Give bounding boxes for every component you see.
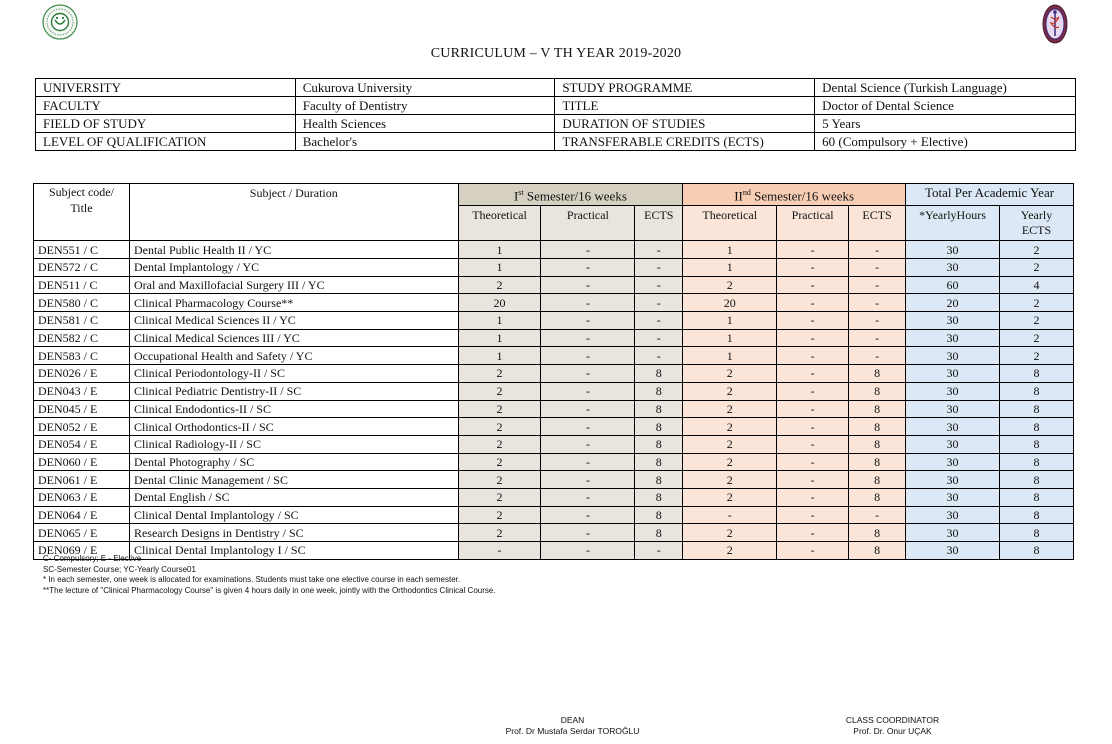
sem2-theoretical: 2 <box>683 488 777 506</box>
subject-name: Clinical Dental Implantology I / SC <box>129 542 458 560</box>
yearly-hours: 30 <box>906 488 1000 506</box>
subject-code: DEN060 / E <box>34 453 130 471</box>
table-row <box>34 453 1074 471</box>
sem2-practical: - <box>777 329 849 347</box>
table-row <box>34 312 1074 330</box>
sem1-ects: 8 <box>635 382 683 400</box>
sem1-practical: - <box>541 312 635 330</box>
sem1-theoretical: 2 <box>458 418 541 436</box>
yearly-ects: 4 <box>999 276 1073 294</box>
sem2-theoretical: 2 <box>683 418 777 436</box>
sem2-practical: - <box>777 435 849 453</box>
sem1-ects: 8 <box>635 506 683 524</box>
subject-code: DEN580 / C <box>34 294 130 312</box>
table-row <box>34 382 1074 400</box>
table-row <box>34 276 1074 294</box>
header-semester-1-suffix: st <box>518 188 524 197</box>
sem2-theoretical: 20 <box>683 294 777 312</box>
subject-code: DEN511 / C <box>34 276 130 294</box>
sem2-practical: - <box>777 276 849 294</box>
yearly-ects: 2 <box>999 312 1073 330</box>
header-total-academic-year: Total Per Academic Year <box>906 184 1074 206</box>
yearly-hours: 30 <box>906 542 1000 560</box>
sem1-ects: - <box>635 347 683 365</box>
sem1-ects: 8 <box>635 400 683 418</box>
subject-name: Dental English / SC <box>129 488 458 506</box>
subject-code: DEN551 / C <box>34 241 130 259</box>
sem1-practical: - <box>541 294 635 312</box>
sem2-ects: - <box>849 506 906 524</box>
subject-name: Clinical Periodontology-II / SC <box>129 365 458 383</box>
sem1-ects: - <box>635 241 683 259</box>
subject-code: DEN043 / E <box>34 382 130 400</box>
sem1-theoretical: 2 <box>458 506 541 524</box>
sem2-practical: - <box>777 506 849 524</box>
sem1-practical: - <box>541 435 635 453</box>
header-semester-1-numeral: I <box>513 188 519 204</box>
subject-code: DEN061 / E <box>34 471 130 489</box>
sem2-theoretical: 1 <box>683 259 777 277</box>
yearly-hours: 30 <box>906 365 1000 383</box>
sem2-theoretical: 2 <box>683 471 777 489</box>
footnote: SC-Semester Course; YC-Yearly Course01 <box>43 564 196 574</box>
header-subject-duration-text: Subject / Duration <box>249 186 338 200</box>
sem1-theoretical: 1 <box>458 312 541 330</box>
yearly-ects: 8 <box>999 471 1073 489</box>
subject-code: DEN582 / C <box>34 329 130 347</box>
sem1-ects: - <box>635 312 683 330</box>
subject-name: Dental Public Health II / YC <box>129 241 458 259</box>
yearly-hours: 30 <box>906 453 1000 471</box>
table-row <box>34 488 1074 506</box>
yearly-hours: 30 <box>906 400 1000 418</box>
sem2-theoretical: 2 <box>683 365 777 383</box>
yearly-hours: 30 <box>906 329 1000 347</box>
subject-name: Research Designs in Dentistry / SC <box>129 524 458 542</box>
sem1-ects: - <box>635 276 683 294</box>
header-subject-code <box>34 184 130 241</box>
subject-name: Oral and Maxillofacial Surgery III / YC <box>129 276 458 294</box>
subject-code: DEN026 / E <box>34 365 130 383</box>
yearly-ects: 2 <box>999 259 1073 277</box>
subject-name: Occupational Health and Safety / YC <box>129 347 458 365</box>
sem1-practical: - <box>541 506 635 524</box>
sem2-ects: 8 <box>849 524 906 542</box>
yearly-hours: 30 <box>906 241 1000 259</box>
yearly-ects: 2 <box>999 294 1073 312</box>
info-label: LEVEL OF QUALIFICATION <box>36 133 296 151</box>
sem2-practical: - <box>777 294 849 312</box>
sem2-ects: 8 <box>849 365 906 383</box>
sem1-practical: - <box>541 259 635 277</box>
subject-code: DEN063 / E <box>34 488 130 506</box>
sem2-practical: - <box>777 471 849 489</box>
subject-name: Clinical Pediatric Dentistry-II / SC <box>129 382 458 400</box>
sem2-practical: - <box>777 365 849 383</box>
table-row <box>34 259 1074 277</box>
subject-name: Clinical Pharmacology Course** <box>129 294 458 312</box>
header-semester-2-label: Semester/16 weeks <box>750 188 855 204</box>
info-value: Faculty of Dentistry <box>295 97 555 115</box>
sem2-ects: - <box>849 294 906 312</box>
info-label: DURATION OF STUDIES <box>555 115 815 133</box>
sem2-ects: 8 <box>849 418 906 436</box>
subject-name: Clinical Orthodontics-II / SC <box>129 418 458 436</box>
header-semester-2-numeral: II <box>734 188 743 204</box>
sem1-theoretical: 20 <box>458 294 541 312</box>
yearly-ects: 2 <box>999 329 1073 347</box>
header-semester-2 <box>683 184 906 206</box>
subject-code: DEN065 / E <box>34 524 130 542</box>
info-value: Health Sciences <box>295 115 555 133</box>
sem1-theoretical: 2 <box>458 453 541 471</box>
sem2-practical: - <box>777 488 849 506</box>
sem2-ects: 8 <box>849 453 906 471</box>
info-value: Bachelor's <box>295 133 555 151</box>
yearly-ects: 8 <box>999 488 1073 506</box>
header-sem2-practical: Practical <box>777 206 849 241</box>
sem2-ects: - <box>849 259 906 277</box>
yearly-hours: 30 <box>906 506 1000 524</box>
info-label: FACULTY <box>36 97 296 115</box>
yearly-ects: 8 <box>999 400 1073 418</box>
info-row <box>36 115 1076 133</box>
yearly-hours: 30 <box>906 382 1000 400</box>
sem2-practical: - <box>777 453 849 471</box>
sem2-theoretical: 2 <box>683 400 777 418</box>
dean-role: DEAN <box>560 715 585 725</box>
info-value: 60 (Compulsory + Elective) <box>815 133 1076 151</box>
subject-name: Clinical Medical Sciences III / YC <box>129 329 458 347</box>
subject-code: DEN052 / E <box>34 418 130 436</box>
header-semester-1-label: Semester/16 weeks <box>523 188 627 204</box>
sem1-practical: - <box>541 329 635 347</box>
sem2-ects: - <box>849 241 906 259</box>
table-row <box>34 347 1074 365</box>
info-label: TRANSFERABLE CREDITS (ECTS) <box>555 133 815 151</box>
sem2-practical: - <box>777 312 849 330</box>
header-sem2-ects: ECTS <box>849 206 906 241</box>
sem1-ects: 8 <box>635 488 683 506</box>
sem1-practical: - <box>541 276 635 294</box>
header-subject-code-text: Subject code/ Title <box>48 185 114 215</box>
header-sem1-theoretical: Theoretical <box>458 206 541 241</box>
subject-code: DEN054 / E <box>34 435 130 453</box>
table-row <box>34 418 1074 436</box>
yearly-ects: 8 <box>999 382 1073 400</box>
sem1-practical: - <box>541 471 635 489</box>
sem2-practical: - <box>777 542 849 560</box>
sem2-practical: - <box>777 400 849 418</box>
sem2-theoretical: 2 <box>683 276 777 294</box>
sem2-practical: - <box>777 347 849 365</box>
programme-info-table <box>35 78 1076 151</box>
yearly-hours: 60 <box>906 276 1000 294</box>
sem2-theoretical: 1 <box>683 329 777 347</box>
sem2-ects: 8 <box>849 382 906 400</box>
sem1-theoretical: 1 <box>458 347 541 365</box>
yearly-hours: 30 <box>906 312 1000 330</box>
sem1-theoretical: 1 <box>458 329 541 347</box>
sem2-ects: - <box>849 329 906 347</box>
info-label: UNIVERSITY <box>36 79 296 97</box>
sem2-ects: 8 <box>849 400 906 418</box>
sem1-theoretical: 2 <box>458 471 541 489</box>
header-sem1-practical: Practical <box>541 206 635 241</box>
sem2-theoretical: - <box>683 506 777 524</box>
table-row <box>34 471 1074 489</box>
subject-code: DEN583 / C <box>34 347 130 365</box>
sem1-practical: - <box>541 347 635 365</box>
sem1-ects: 8 <box>635 365 683 383</box>
faculty-emblem-icon <box>1042 4 1068 44</box>
sem1-theoretical: 2 <box>458 488 541 506</box>
info-value: 5 Years <box>815 115 1076 133</box>
yearly-ects: 8 <box>999 435 1073 453</box>
coordinator-name: Prof. Dr. Onur UÇAK <box>853 726 932 736</box>
yearly-ects: 2 <box>999 347 1073 365</box>
subject-name: Clinical Endodontics-II / SC <box>129 400 458 418</box>
sem2-theoretical: 2 <box>683 524 777 542</box>
sem2-practical: - <box>777 382 849 400</box>
table-row <box>34 400 1074 418</box>
table-row <box>34 329 1074 347</box>
yearly-ects: 8 <box>999 365 1073 383</box>
info-label: TITLE <box>555 97 815 115</box>
sem2-ects: 8 <box>849 488 906 506</box>
sem2-ects: - <box>849 312 906 330</box>
sem1-ects: - <box>635 294 683 312</box>
footnotes <box>43 554 496 596</box>
sem1-theoretical: 1 <box>458 259 541 277</box>
info-value: Doctor of Dental Science <box>815 97 1076 115</box>
subject-code: DEN064 / E <box>34 506 130 524</box>
info-row <box>36 79 1076 97</box>
table-row <box>34 524 1074 542</box>
sem1-ects: - <box>635 542 683 560</box>
yearly-hours: 20 <box>906 294 1000 312</box>
sem1-practical: - <box>541 241 635 259</box>
table-row <box>34 365 1074 383</box>
sem2-ects: 8 <box>849 542 906 560</box>
coordinator-role: CLASS COORDINATOR <box>845 715 940 725</box>
yearly-hours: 30 <box>906 418 1000 436</box>
sem2-ects: 8 <box>849 435 906 453</box>
sem2-theoretical: 2 <box>683 435 777 453</box>
sem2-practical: - <box>777 524 849 542</box>
header-sem1-ects: ECTS <box>635 206 683 241</box>
info-value: Dental Science (Turkish Language) <box>815 79 1076 97</box>
sem1-theoretical: 2 <box>458 524 541 542</box>
info-row <box>36 97 1076 115</box>
sem1-theoretical: 2 <box>458 276 541 294</box>
sem1-ects: 8 <box>635 435 683 453</box>
sem2-ects: - <box>849 276 906 294</box>
info-label: STUDY PROGRAMME <box>555 79 815 97</box>
sem1-practical: - <box>541 488 635 506</box>
sem1-theoretical: 2 <box>458 435 541 453</box>
table-row <box>34 241 1074 259</box>
sem2-practical: - <box>777 418 849 436</box>
header-yearly-ects-text: Yearly ECTS <box>1020 208 1053 238</box>
info-label: FIELD OF STUDY <box>36 115 296 133</box>
sem2-theoretical: 2 <box>683 382 777 400</box>
subject-name: Dental Implantology / YC <box>129 259 458 277</box>
sem1-ects: - <box>635 259 683 277</box>
subject-code: DEN581 / C <box>34 312 130 330</box>
coordinator-signature-block <box>830 715 955 737</box>
yearly-hours: 30 <box>906 471 1000 489</box>
header-semester-2-suffix: nd <box>742 188 751 197</box>
sem2-ects: - <box>849 347 906 365</box>
info-row <box>36 133 1076 151</box>
sem1-practical: - <box>541 453 635 471</box>
yearly-ects: 8 <box>999 418 1073 436</box>
subject-code: DEN045 / E <box>34 400 130 418</box>
sem1-ects: 8 <box>635 418 683 436</box>
yearly-hours: 30 <box>906 524 1000 542</box>
sem1-theoretical: 2 <box>458 365 541 383</box>
sem2-practical: - <box>777 259 849 277</box>
sem2-theoretical: 1 <box>683 312 777 330</box>
sem1-theoretical: 1 <box>458 241 541 259</box>
header-yearly-hours: *YearlyHours <box>906 206 1000 241</box>
sem1-ects: 8 <box>635 524 683 542</box>
subject-name: Dental Photography / SC <box>129 453 458 471</box>
university-seal-icon <box>42 4 78 40</box>
yearly-hours: 30 <box>906 435 1000 453</box>
dean-signature-block <box>490 715 655 737</box>
sem1-theoretical: - <box>458 542 541 560</box>
subject-name: Clinical Medical Sciences II / YC <box>129 312 458 330</box>
footnote: C- Compulsory; E - Elective <box>43 554 142 563</box>
sem2-theoretical: 1 <box>683 241 777 259</box>
curriculum-table <box>33 183 1074 560</box>
yearly-hours: 30 <box>906 347 1000 365</box>
sem1-practical: - <box>541 365 635 383</box>
yearly-ects: 8 <box>999 453 1073 471</box>
sem1-practical: - <box>541 418 635 436</box>
sem1-practical: - <box>541 382 635 400</box>
table-row <box>34 294 1074 312</box>
footnote: * In each semester, one week is allocated for examinations. Students must take one elective course in each semester. <box>43 575 461 584</box>
header-semester-1 <box>458 184 683 206</box>
sem2-theoretical: 2 <box>683 453 777 471</box>
document-title: CURRICULUM – V TH YEAR 2019-2020 <box>430 46 682 61</box>
yearly-ects: 8 <box>999 506 1073 524</box>
header-sem2-theoretical: Theoretical <box>683 206 777 241</box>
sem1-practical: - <box>541 400 635 418</box>
table-row <box>34 506 1074 524</box>
dean-name: Prof. Dr Mustafa Serdar TOROĞLU <box>505 726 640 736</box>
sem2-theoretical: 2 <box>683 542 777 560</box>
sem2-ects: 8 <box>849 471 906 489</box>
footnote: **The lecture of "Clinical Pharmacology Course" is given 4 hours daily in one week, jointly with the Orthodontics Clinical Course. <box>43 585 496 595</box>
sem2-practical: - <box>777 241 849 259</box>
sem1-theoretical: 2 <box>458 382 541 400</box>
yearly-ects: 8 <box>999 524 1073 542</box>
sem1-ects: 8 <box>635 471 683 489</box>
sem2-theoretical: 1 <box>683 347 777 365</box>
info-value: Cukurova University <box>295 79 555 97</box>
yearly-ects: 2 <box>999 241 1073 259</box>
subject-name: Dental Clinic Management / SC <box>129 471 458 489</box>
sem1-theoretical: 2 <box>458 400 541 418</box>
subject-code: DEN069 / E <box>34 542 130 560</box>
yearly-ects: 8 <box>999 542 1073 560</box>
header-subject-duration <box>129 184 458 241</box>
subject-name: Clinical Dental Implantology / SC <box>129 506 458 524</box>
header-yearly-ects <box>999 206 1073 241</box>
subject-code: DEN572 / C <box>34 259 130 277</box>
sem1-practical: - <box>541 542 635 560</box>
subject-name: Clinical Radiology-II / SC <box>129 435 458 453</box>
table-row <box>34 435 1074 453</box>
sem1-practical: - <box>541 524 635 542</box>
sem1-ects: - <box>635 329 683 347</box>
sem1-ects: 8 <box>635 453 683 471</box>
yearly-hours: 30 <box>906 259 1000 277</box>
